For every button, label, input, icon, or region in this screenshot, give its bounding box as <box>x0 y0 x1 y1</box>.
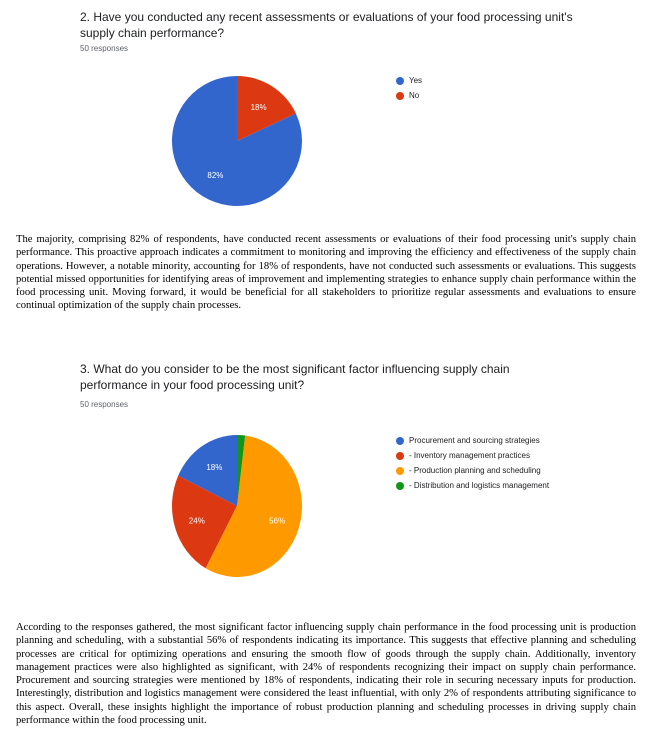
legend-2-label-0: Procurement and sourcing strategies <box>409 436 540 445</box>
legend-2-label-2: - Production planning and scheduling <box>409 466 541 475</box>
legend-2-item-1 <box>396 448 549 463</box>
pie-chart-q3 <box>172 435 302 577</box>
legend-1-item-1 <box>396 88 422 103</box>
paragraph-q3-analysis: According to the responses gathered, the most significant factor influencing supply chain performance in the food processing unit is production planning and scheduling, with a substantial 56% of respondents indicating its importance. This suggests that effective planning and scheduling processes are critical for optimizing operations and ensuring the smooth flow of goods through the supply chain. Additionally, inventory management practices were also highlighted as significant, with 24% of respondents recognizing their impact on supply chain performance. Procurement and sourcing strategies were mentioned by 18% of respondents, indicating their role in securing necessary inputs for production. Interestingly, distribution and logistics management were considered the least influential, with only 2% of respondents attributing significance to this aspect. Overall, these insights highlight the importance of robust production planning and scheduling processes in driving supply chain performance within the food processing unit. <box>16 622 636 727</box>
legend-2-label-3: - Distribution and logistics management <box>409 481 550 490</box>
legend-2-swatch-2 <box>396 467 404 475</box>
legend-1-swatch-1 <box>396 92 404 100</box>
question-3-response-count: 50 responses <box>80 400 129 409</box>
legend-2-swatch-1 <box>396 452 404 460</box>
legend-q2 <box>396 73 422 103</box>
legend-1-label-0: Yes <box>409 76 423 85</box>
pie-2-data-label-1: 24% <box>188 516 205 526</box>
legend-2-item-3 <box>396 478 549 493</box>
pie-2-data-label-0: 18% <box>206 463 223 473</box>
paragraph-q2-analysis: The majority, comprising 82% of respondents, have conducted recent assessments or evaluations of their food processing unit's supply chain performance. This proactive approach indicates a commitment to monitoring and improving the efficiency and effectiveness of the supply chain operations. However, a notable minority, accounting for 18% of respondents, have not conducted such assessments or evaluations. This suggests potential missed opportunities for identifying areas of improvement and implementing strategies to enhance supply chain performance within the food processing unit. Moving forward, it would be beneficial for all stakeholders to prioritize regular assessments and evaluations to ensure continual optimization of the supply chain processes. <box>16 234 636 312</box>
legend-q3 <box>396 433 549 493</box>
pie-2-data-label-2: 56% <box>269 516 286 526</box>
legend-1-label-1: No <box>409 91 420 100</box>
legend-1-item-0 <box>396 73 422 88</box>
pie-1-data-label-1: 18% <box>250 102 267 112</box>
pie-1-data-label-0: 82% <box>207 171 224 181</box>
legend-1-swatch-0 <box>396 77 404 85</box>
question-3-title: 3. What do you consider to be the most significant factor influencing supply chain performance in your food processing unit? <box>80 362 510 392</box>
legend-2-swatch-3 <box>396 482 404 490</box>
legend-2-label-1: - Inventory management practices <box>409 451 530 460</box>
legend-2-item-0 <box>396 433 549 448</box>
legend-2-swatch-0 <box>396 437 404 445</box>
legend-2-item-2 <box>396 463 549 478</box>
pie-chart-q2 <box>172 76 302 206</box>
question-2-response-count: 50 responses <box>80 44 129 53</box>
question-2-title: 2. Have you conducted any recent assessments or evaluations of your food processing unit's supply chain performance? <box>80 10 573 40</box>
